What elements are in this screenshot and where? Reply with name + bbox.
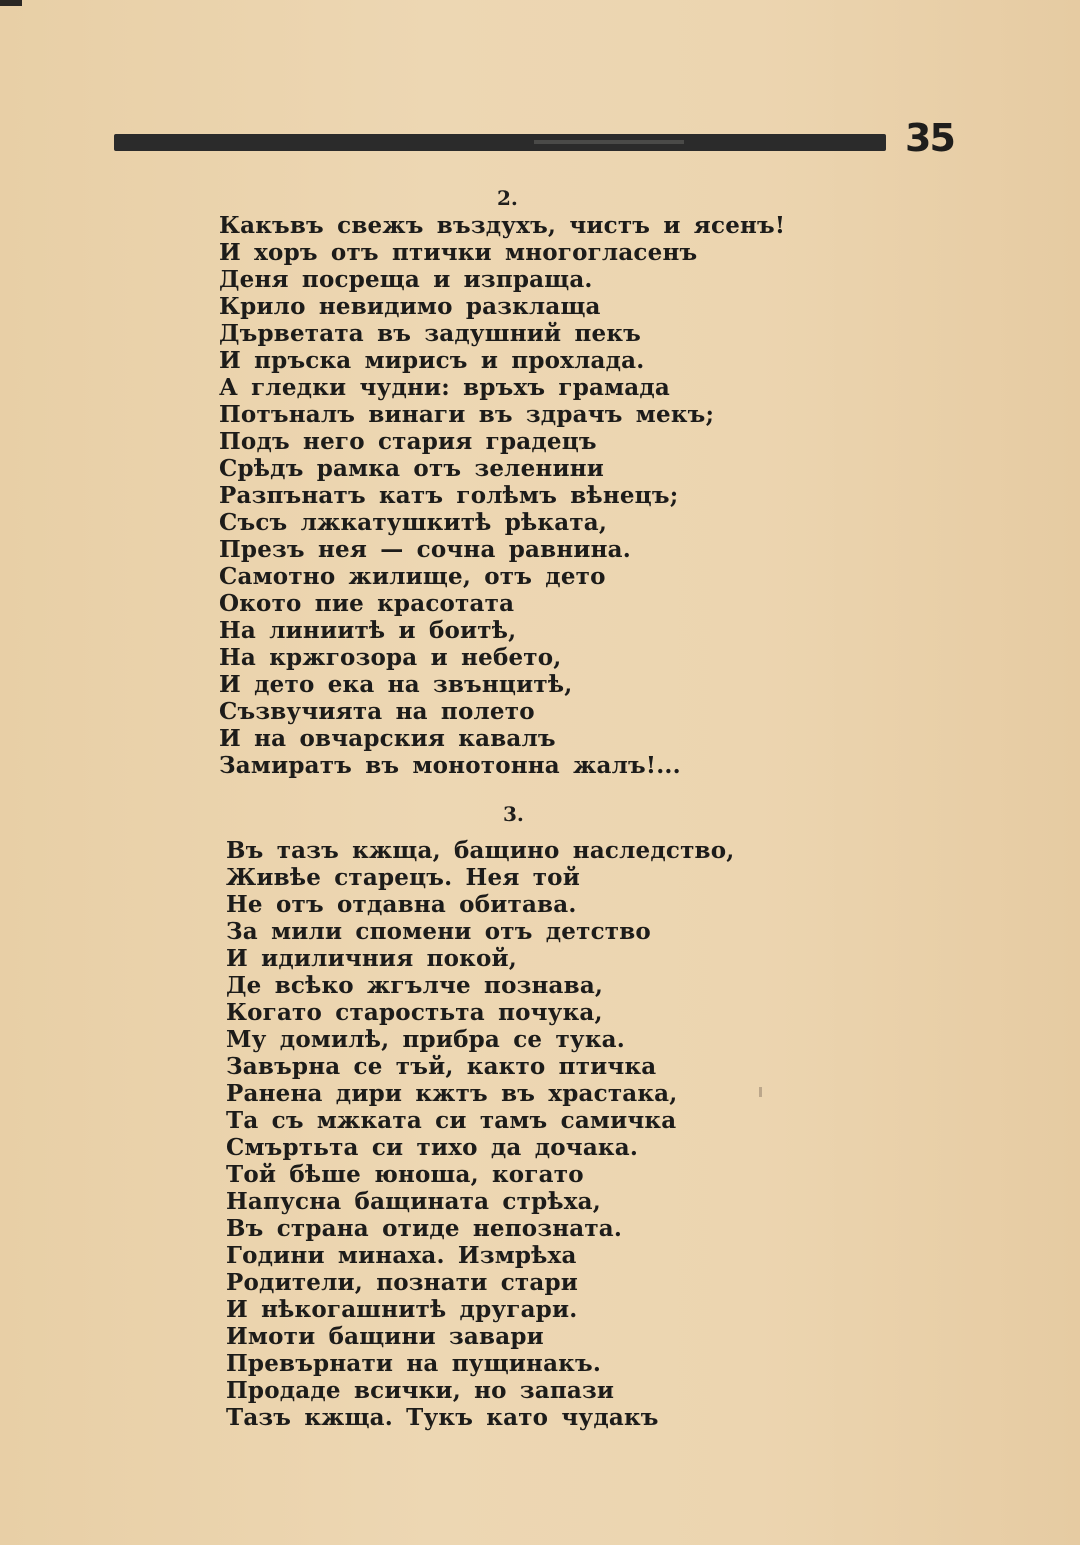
poem-line: Съзвучията на полето	[219, 698, 535, 725]
poem-line: Ранена дири кжтъ въ храстака,	[226, 1080, 678, 1107]
poem-line: Дърветата въ задушний пекъ	[219, 320, 641, 347]
poem-line: И дето ека на звънцитѣ,	[219, 671, 573, 698]
poem-line: За мили спомени отъ детство	[226, 918, 651, 945]
poem-line: Му домилѣ, прибра се тука.	[226, 1026, 625, 1053]
poem-line: Въ тазъ кжща, бащино наследство,	[226, 837, 735, 864]
poem-line: На кржгозора и небето,	[219, 644, 562, 671]
poem-line: Смъртьта си тихо да дочака.	[226, 1134, 639, 1161]
poem-line: Какъвъ свежъ въздухъ, чистъ и ясенъ!	[219, 212, 786, 239]
poem-line: Крило невидимо разклаща	[219, 293, 601, 320]
poem-line: Де всѣко жгълче познава,	[226, 972, 604, 999]
poem-line: Завърна се тъй, както птичка	[226, 1053, 657, 1080]
poem-line: Той бѣше юноша, когато	[226, 1161, 584, 1188]
poem-line: Продаде всички, но запази	[226, 1377, 615, 1404]
stanza-2	[219, 212, 785, 779]
poem-line: Срѣдъ рамка отъ зеленини	[219, 455, 605, 482]
poem-line: И хоръ отъ птички многогласенъ	[219, 239, 698, 266]
poem-line: На линиитѣ и боитѣ,	[219, 617, 517, 644]
header-rule-highlight	[534, 140, 684, 144]
poem-line: Деня посреща и изпраща.	[219, 266, 593, 293]
poem-line: Разпънатъ катъ голѣмъ вѣнецъ;	[219, 482, 679, 509]
poem-line: И на овчарския кавалъ	[219, 725, 556, 752]
section-number-3: 3.	[503, 802, 524, 826]
poem-line: Не отъ отдавна обитава.	[226, 891, 577, 918]
header-rule	[114, 134, 886, 151]
poem-line: Потъналъ винаги въ здрачъ мекъ;	[219, 401, 715, 428]
poem-line: Родители, познати стари	[226, 1269, 579, 1296]
stanza-3	[226, 837, 735, 1431]
poem-line: Напусна бащината стрѣха,	[226, 1188, 601, 1215]
poem-line: И идиличния покой,	[226, 945, 517, 972]
poem-line: Тазъ кжща. Тукъ като чудакъ	[226, 1404, 659, 1431]
scan-edge-mark	[0, 0, 22, 6]
poem-line: Превърнати на пущинакъ.	[226, 1350, 602, 1377]
poem-line: Подъ него стария градецъ	[219, 428, 597, 455]
poem-line: Презъ нея — сочна равнина.	[219, 536, 631, 563]
poem-line: Замиратъ въ монотонна жалъ!...	[219, 752, 681, 779]
page-number: 35	[905, 116, 954, 160]
section-number-2: 2.	[497, 186, 518, 210]
poem-line: Въ страна отиде непозната.	[226, 1215, 623, 1242]
poem-line: И пръска мирисъ и прохлада.	[219, 347, 645, 374]
poem-line: Самотно жилище, отъ дето	[219, 563, 606, 590]
poem-line: Живѣе старецъ. Нея той	[226, 864, 580, 891]
poem-line: Съсъ лжкатушкитѣ рѣката,	[219, 509, 608, 536]
poem-line: Години минаха. Измрѣха	[226, 1242, 577, 1269]
poem-line: А гледки чудни: връхъ грамада	[219, 374, 671, 401]
paper-speck	[759, 1087, 762, 1097]
poem-line: Окото пие красотата	[219, 590, 515, 617]
poem-line: Та съ мжката си тамъ самичка	[226, 1107, 677, 1134]
poem-line: Имоти бащини завари	[226, 1323, 544, 1350]
poem-line: Когато старостьта почука,	[226, 999, 603, 1026]
poem-line: И нѣкогашнитѣ другари.	[226, 1296, 578, 1323]
